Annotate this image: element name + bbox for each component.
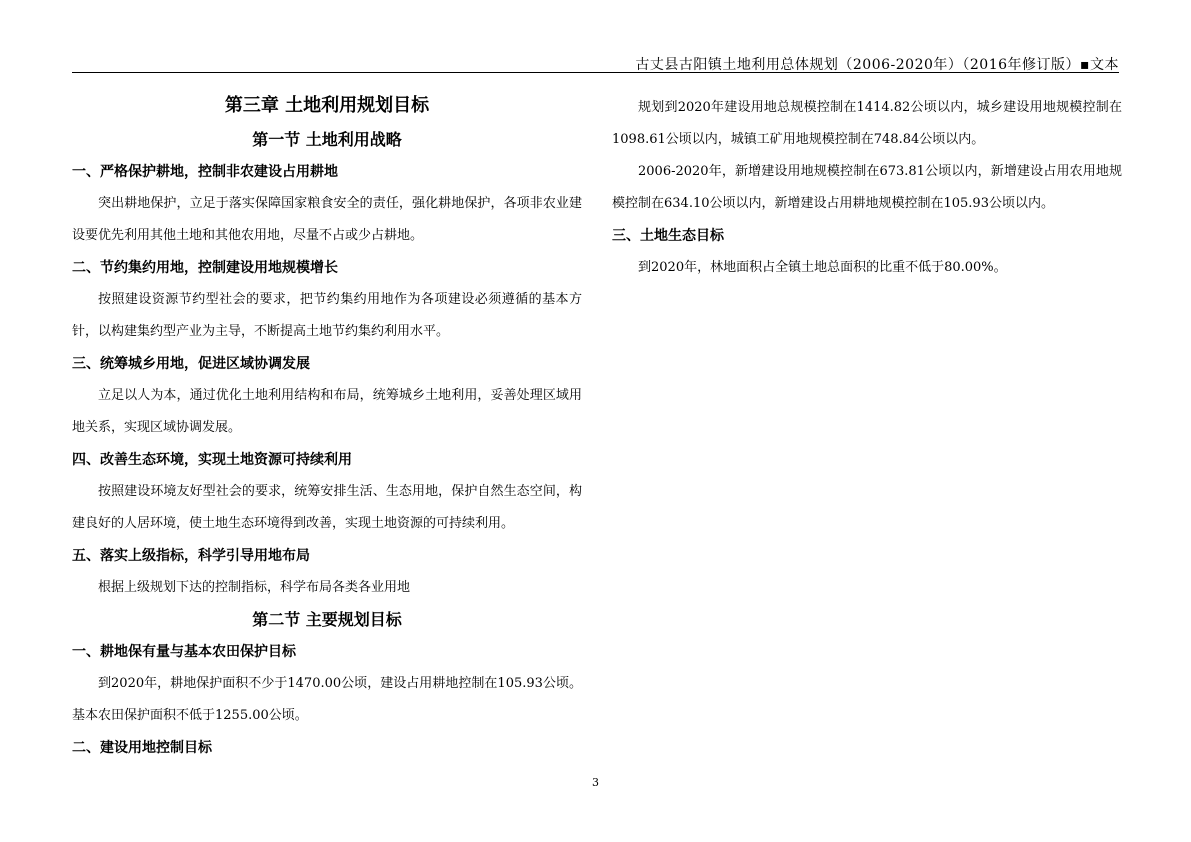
paragraph-intensive-land-use: 按照建设资源节约型社会的要求，把节约集约用地作为各项建设必须遵循的基本方针，以构建集约型产业为主导，不断提高土地节约集约利用水平。 <box>72 292 582 339</box>
right-column <box>612 92 1122 284</box>
paragraph-construction-total: 规划到2020年建设用地总规模控制在1414.82公顷以内，城乡建设用地规模控制在1098.61公顷以内，城镇工矿用地规模控制在748.84公顷以内。 <box>612 100 1122 147</box>
paragraph-ecological-environment: 按照建设环境友好型社会的要求，统筹安排生活、生态用地，保护自然生态空间，构建良好的人居环境，使土地生态环境得到改善，实现土地资源的可持续利用。 <box>72 484 582 531</box>
paragraph-ecological-target: 到2020年，林地面积占全镇土地总面积的比重不低于80.00%。 <box>638 260 1007 275</box>
page-number: 3 <box>592 776 599 789</box>
heading-ecological-environment: 四、改善生态环境，实现土地资源可持续利用 <box>72 452 352 468</box>
heading-construction-land-target: 二、建设用地控制目标 <box>72 740 212 756</box>
heading-urban-rural-coordination: 三、统筹城乡用地，促进区域协调发展 <box>72 356 310 372</box>
heading-farmland-protection: 一、严格保护耕地，控制非农建设占用耕地 <box>72 164 338 180</box>
page-header <box>72 48 1119 73</box>
heading-farmland-target: 一、耕地保有量与基本农田保护目标 <box>72 644 296 660</box>
heading-intensive-land-use: 二、节约集约用地，控制建设用地规模增长 <box>72 260 338 276</box>
heading-superior-indicators: 五、落实上级指标，科学引导用地布局 <box>72 548 310 564</box>
paragraph-superior-indicators: 根据上级规划下达的控制指标，科学布局各类各业用地 <box>98 580 411 595</box>
heading-ecological-target: 三、土地生态目标 <box>612 228 724 244</box>
paragraph-farmland-protection: 突出耕地保护，立足于落实保障国家粮食安全的责任，强化耕地保护，各项非农业建设要优先利用其他土地和其他农用地，尽量不占或少占耕地。 <box>72 196 582 243</box>
section-title-strategy: 第一节 土地利用战略 <box>252 130 402 149</box>
section-title-targets: 第二节 主要规划目标 <box>252 610 402 629</box>
paragraph-urban-rural-coordination: 立足以人为本，通过优化土地利用结构和布局，统筹城乡土地利用，妥善处理区域用地关系，实现区域协调发展。 <box>72 388 582 435</box>
chapter-title: 第三章 土地利用规划目标 <box>224 95 430 116</box>
left-column <box>72 92 582 764</box>
document-title: 古丈县古阳镇土地利用总体规划（2006-2020年）（2016年修订版）▪文本 <box>635 57 1119 73</box>
paragraph-construction-new: 2006-2020年，新增建设用地规模控制在673.81公顷以内，新增建设占用农用地规模控制在634.10公顷以内，新增建设占用耕地规模控制在105.93公顷以内。 <box>612 164 1122 211</box>
paragraph-farmland-target: 到2020年，耕地保护面积不少于1470.00公顷，建设占用耕地控制在105.93公顷。基本农田保护面积不低于1255.00公顷。 <box>72 676 582 723</box>
